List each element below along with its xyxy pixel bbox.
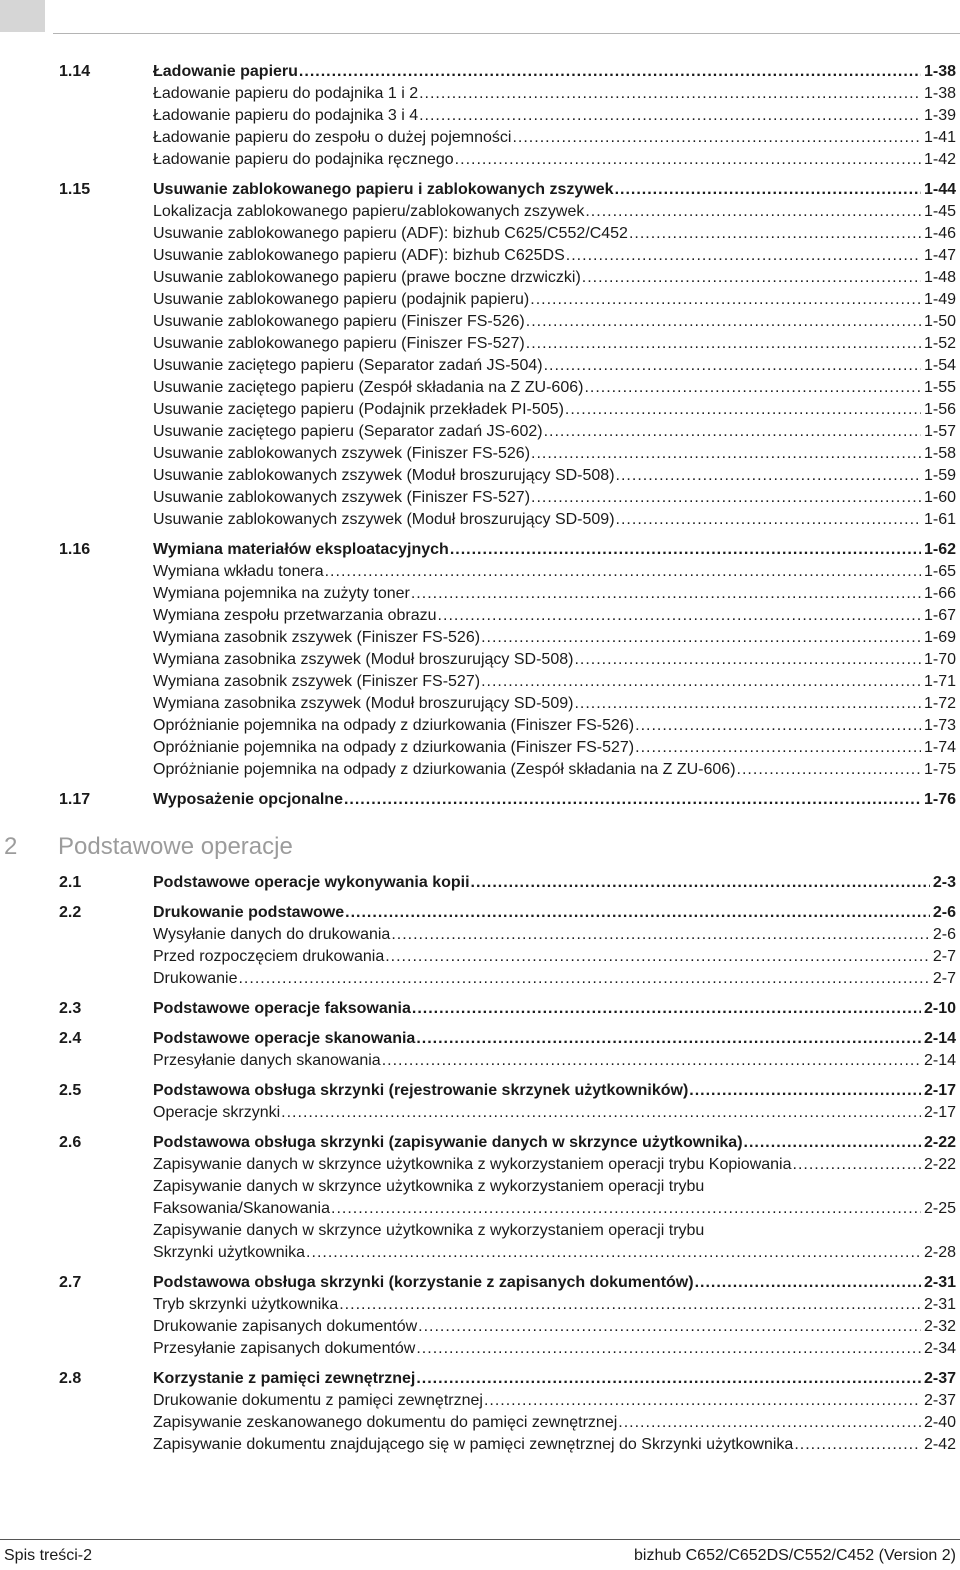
- section-number: 2.7: [59, 1274, 82, 1291]
- entry-page: 1-45: [923, 203, 956, 220]
- entry-title: Zapisywanie zeskanowanego dokumentu do pamięci zewnętrznej: [153, 1414, 618, 1431]
- toc-entry[interactable]: [0, 355, 960, 377]
- dot-leader: [481, 671, 921, 693]
- toc-section-heading[interactable]: [0, 1368, 960, 1390]
- entry-title: Opróżnianie pojemnika na odpady z dziurkowania (Finiszer FS-527): [153, 739, 635, 756]
- section-number: 2.4: [59, 1030, 82, 1047]
- dot-leader: [526, 311, 921, 333]
- toc-entry[interactable]: [0, 487, 960, 509]
- toc-entry[interactable]: [0, 649, 960, 671]
- section-title: Usuwanie zablokowanego papieru i zablokowanych zszywek: [153, 181, 614, 198]
- dot-leader: [471, 872, 930, 894]
- dot-leader: [306, 1242, 921, 1264]
- section-title: Ładowanie papieru: [153, 63, 298, 80]
- toc-section: [0, 1132, 960, 1264]
- toc-entry[interactable]: [0, 561, 960, 583]
- section-title: Podstawowa obsługa skrzynki (korzystanie z zapisanych dokumentów): [153, 1274, 694, 1291]
- entry-title: Usuwanie zaciętego papieru (Separator zadań JS-602): [153, 423, 543, 440]
- entry-page: 1-56: [923, 401, 956, 418]
- entry-title-continued: Faksowania/Skanowania: [153, 1200, 330, 1217]
- section-page: 2-3: [932, 874, 956, 891]
- entry-title: Drukowanie: [153, 970, 238, 987]
- toc-entry[interactable]: [0, 443, 960, 465]
- toc-chapter-1-sections: [0, 61, 960, 811]
- toc-section: [0, 872, 960, 894]
- entry-title: Przesyłanie danych skanowania: [153, 1052, 381, 1069]
- toc-section: [0, 539, 960, 781]
- entry-page: 1-69: [923, 629, 956, 646]
- entry-title: Usuwanie zablokowanego papieru (prawe boczne drzwiczki): [153, 269, 581, 286]
- dot-leader: [299, 61, 921, 83]
- entry-page: 2-32: [923, 1318, 956, 1335]
- entry-title: Wymiana zespołu przetwarzania obrazu: [153, 607, 437, 624]
- toc-entry[interactable]: [0, 1412, 960, 1434]
- toc-entry[interactable]: [0, 968, 960, 990]
- entry-title: Opróżnianie pojemnika na odpady z dziurkowania (Zespół składania na Z ZU-606): [153, 761, 736, 778]
- header-tab: [0, 0, 45, 32]
- dot-leader: [566, 245, 921, 267]
- dot-leader: [484, 1390, 921, 1412]
- entry-title: Zapisywanie danych w skrzynce użytkownika z wykorzystaniem operacji trybu: [153, 1222, 705, 1239]
- dot-leader: [419, 83, 921, 105]
- toc-entry[interactable]: [0, 377, 960, 399]
- dot-leader: [618, 1412, 921, 1434]
- toc-section-heading[interactable]: [0, 872, 960, 894]
- section-number: 2.1: [59, 874, 82, 891]
- section-page: 1-76: [923, 791, 956, 808]
- section-title: Podstawowe operacje wykonywania kopii: [153, 874, 470, 891]
- entry-title-continued: Skrzynki użytkownika: [153, 1244, 306, 1261]
- toc-chapter-2-sections: [0, 872, 960, 1456]
- dot-leader: [615, 179, 921, 201]
- section-title: Wymiana materiałów eksploatacyjnych: [153, 541, 449, 558]
- toc-entry[interactable]: [0, 127, 960, 149]
- entry-title: Wymiana zasobnika zszywek (Moduł broszurujący SD-508): [153, 651, 574, 668]
- dot-leader: [635, 715, 921, 737]
- dot-leader: [531, 443, 921, 465]
- toc-entry[interactable]: [0, 737, 960, 759]
- entry-page: 2-7: [932, 970, 956, 987]
- entry-page: 1-39: [923, 107, 956, 124]
- section-number: 1.17: [59, 791, 91, 808]
- entry-title: Usuwanie zablokowanego papieru (ADF): bizhub C625/C552/C452: [153, 225, 628, 242]
- entry-title: Wymiana pojemnika na zużyty toner: [153, 585, 410, 602]
- dot-leader: [695, 1272, 921, 1294]
- entry-page: 1-48: [923, 269, 956, 286]
- entry-page: 1-41: [923, 129, 956, 146]
- section-title: Korzystanie z pamięci zewnętrznej: [153, 1370, 416, 1387]
- dot-leader: [585, 201, 921, 223]
- entry-title: Usuwanie zablokowanych zszywek (Finiszer FS-527): [153, 489, 531, 506]
- entry-page: 1-65: [923, 563, 956, 580]
- section-title: Podstawowa obsługa skrzynki (zapisywanie danych w skrzynce użytkownika): [153, 1134, 743, 1151]
- dot-leader: [744, 1132, 921, 1154]
- toc-entry[interactable]: [0, 311, 960, 333]
- dot-leader: [416, 1368, 921, 1390]
- entry-title: Zapisywanie danych w skrzynce użytkownika z wykorzystaniem operacji trybu: [153, 1178, 705, 1195]
- dot-leader: [331, 1198, 921, 1220]
- dot-leader: [526, 333, 921, 355]
- toc-entry[interactable]: [0, 1434, 960, 1456]
- dot-leader: [385, 946, 930, 968]
- section-title: Podstawowe operacje skanowania: [153, 1030, 416, 1047]
- entry-page: 1-59: [923, 467, 956, 484]
- toc-entry[interactable]: [0, 267, 960, 289]
- dot-leader: [616, 509, 921, 531]
- entry-page: 1-38: [923, 85, 956, 102]
- entry-title: Operacje skrzynki: [153, 1104, 281, 1121]
- entry-page: 2-34: [923, 1340, 956, 1357]
- toc-section-heading[interactable]: [0, 61, 960, 83]
- entry-page: 1-49: [923, 291, 956, 308]
- toc-entry[interactable]: [0, 509, 960, 531]
- dot-leader: [689, 1080, 921, 1102]
- dot-leader: [793, 1154, 921, 1176]
- entry-page: 2-42: [923, 1436, 956, 1453]
- dot-leader: [616, 465, 921, 487]
- dot-leader: [530, 289, 921, 311]
- entry-page: 1-57: [923, 423, 956, 440]
- entry-title: Wymiana wkładu tonera: [153, 563, 324, 580]
- entry-title: Usuwanie zablokowanych zszywek (Finiszer FS-526): [153, 445, 531, 462]
- entry-page: 1-55: [923, 379, 956, 396]
- section-title: Podstawowa obsługa skrzynki (rejestrowanie skrzynek użytkowników): [153, 1082, 689, 1099]
- dot-leader: [574, 693, 921, 715]
- entry-title: Wysyłanie danych do drukowania: [153, 926, 391, 943]
- section-page: 2-31: [923, 1274, 956, 1291]
- toc-entry[interactable]: [0, 1338, 960, 1360]
- dot-leader: [531, 487, 921, 509]
- entry-page: 1-75: [923, 761, 956, 778]
- toc-entry[interactable]: [0, 1176, 960, 1198]
- entry-page: 2-22: [923, 1156, 956, 1173]
- toc-section-heading[interactable]: [0, 1080, 960, 1102]
- entry-title: Ładowanie papieru do podajnika 1 i 2: [153, 85, 419, 102]
- toc-entry[interactable]: [0, 605, 960, 627]
- dot-leader: [450, 539, 921, 561]
- toc-section: [0, 902, 960, 990]
- entry-title: Tryb skrzynki użytkownika: [153, 1296, 339, 1313]
- toc-entry-continuation[interactable]: [0, 1198, 960, 1220]
- entry-page: 2-31: [923, 1296, 956, 1313]
- toc-entry[interactable]: [0, 671, 960, 693]
- section-number: 2.2: [59, 904, 82, 921]
- entry-page: 2-14: [923, 1052, 956, 1069]
- dot-leader: [629, 223, 921, 245]
- toc-entry[interactable]: [0, 924, 960, 946]
- entry-title: Usuwanie zaciętego papieru (Podajnik przekładek PI-505): [153, 401, 564, 418]
- toc-entry[interactable]: [0, 149, 960, 171]
- dot-leader: [574, 649, 921, 671]
- entry-page: 1-74: [923, 739, 956, 756]
- section-page: 2-6: [932, 904, 956, 921]
- dot-leader: [281, 1102, 921, 1124]
- toc-section-heading[interactable]: [0, 1028, 960, 1050]
- toc-section: [0, 1080, 960, 1124]
- toc-section-heading[interactable]: [0, 789, 960, 811]
- toc-section-heading[interactable]: [0, 1132, 960, 1154]
- section-page: 2-37: [923, 1370, 956, 1387]
- entry-title: Usuwanie zablokowanych zszywek (Moduł broszurujący SD-508): [153, 467, 615, 484]
- entry-title: Usuwanie zaciętego papieru (Separator zadań JS-504): [153, 357, 543, 374]
- section-number: 1.16: [59, 541, 91, 558]
- section-title: Podstawowe operacje faksowania: [153, 1000, 411, 1017]
- entry-title: Drukowanie zapisanych dokumentów: [153, 1318, 418, 1335]
- section-number: 2.6: [59, 1134, 82, 1151]
- entry-page: 1-50: [923, 313, 956, 330]
- header-rule: [53, 33, 960, 34]
- entry-title: Ładowanie papieru do podajnika ręcznego: [153, 151, 454, 168]
- entry-page: 1-42: [923, 151, 956, 168]
- dot-leader: [584, 377, 921, 399]
- entry-title: Drukowanie dokumentu z pamięci zewnętrznej: [153, 1392, 483, 1409]
- entry-page: 2-28: [923, 1244, 956, 1261]
- dot-leader: [481, 627, 921, 649]
- entry-page: 2-7: [932, 948, 956, 965]
- section-page: 2-17: [923, 1082, 956, 1099]
- dot-leader: [382, 1050, 921, 1072]
- dot-leader: [512, 127, 921, 149]
- entry-page: 1-47: [923, 247, 956, 264]
- toc-entry[interactable]: [0, 946, 960, 968]
- entry-title: Zapisywanie dokumentu znajdującego się w pamięci zewnętrznej do Skrzynki użytkownika: [153, 1436, 794, 1453]
- entry-title: Opróżnianie pojemnika na odpady z dziurkowania (Finiszer FS-526): [153, 717, 635, 734]
- toc-entry[interactable]: [0, 1294, 960, 1316]
- toc-entry[interactable]: [0, 1220, 960, 1242]
- section-number: 2.3: [59, 1000, 82, 1017]
- toc-entry[interactable]: [0, 289, 960, 311]
- entry-title: Usuwanie zablokowanego papieru (Finiszer FS-527): [153, 335, 525, 352]
- entry-title: Wymiana zasobnik zszywek (Finiszer FS-527): [153, 673, 481, 690]
- section-number: 2.5: [59, 1082, 82, 1099]
- dot-leader: [455, 149, 921, 171]
- toc-entry[interactable]: [0, 83, 960, 105]
- entry-title: Usuwanie zablokowanego papieru (Finiszer FS-526): [153, 313, 525, 330]
- chapter-number: 2: [4, 833, 18, 860]
- entry-page: 2-17: [923, 1104, 956, 1121]
- dot-leader: [544, 421, 921, 443]
- entry-title: Zapisywanie danych w skrzynce użytkownika z wykorzystaniem operacji trybu Kopiowania: [153, 1156, 792, 1173]
- dot-leader: [582, 267, 921, 289]
- entry-page: 1-52: [923, 335, 956, 352]
- dot-leader: [412, 998, 921, 1020]
- entry-page: 1-67: [923, 607, 956, 624]
- footer-page-label: Spis treści-2: [4, 1547, 93, 1564]
- entry-title: Usuwanie zablokowanego papieru (ADF): bizhub C625DS: [153, 247, 565, 264]
- entry-title: Ładowanie papieru do zespołu o dużej pojemności: [153, 129, 512, 146]
- toc-entry[interactable]: [0, 1154, 960, 1176]
- entry-title: Usuwanie zablokowanego papieru (podajnik papieru): [153, 291, 530, 308]
- toc-section: [0, 1028, 960, 1072]
- entry-page: 2-25: [923, 1200, 956, 1217]
- toc-section: [0, 998, 960, 1020]
- toc-section: [0, 1272, 960, 1360]
- toc-entry[interactable]: [0, 759, 960, 781]
- toc-section-heading[interactable]: [0, 998, 960, 1020]
- toc-section: [0, 61, 960, 171]
- entry-title: Usuwanie zablokowanych zszywek (Moduł broszurujący SD-509): [153, 511, 615, 528]
- dot-leader: [416, 1338, 921, 1360]
- footer-product-label: bizhub C652/C652DS/C552/C452 (Version 2): [634, 1547, 956, 1564]
- toc-entry[interactable]: [0, 421, 960, 443]
- section-page: 2-14: [923, 1030, 956, 1047]
- entry-page: 1-66: [923, 585, 956, 602]
- entry-title: Ładowanie papieru do podajnika 3 i 4: [153, 107, 419, 124]
- dot-leader: [325, 561, 921, 583]
- toc-section: [0, 179, 960, 531]
- dot-leader: [344, 789, 921, 811]
- chapter-title: Podstawowe operacje: [58, 833, 293, 860]
- toc-entry-continuation[interactable]: [0, 1242, 960, 1264]
- entry-page: 2-40: [923, 1414, 956, 1431]
- dot-leader: [416, 1028, 921, 1050]
- entry-page: 2-6: [932, 926, 956, 943]
- dot-leader: [411, 583, 921, 605]
- toc-entry[interactable]: [0, 245, 960, 267]
- dot-leader: [419, 105, 921, 127]
- entry-title: Przed rozpoczęciem drukowania: [153, 948, 385, 965]
- toc-entry[interactable]: [0, 333, 960, 355]
- section-title: Drukowanie podstawowe: [153, 904, 345, 921]
- toc-entry[interactable]: [0, 1316, 960, 1338]
- entry-page: 1-70: [923, 651, 956, 668]
- entry-title: Lokalizacja zablokowanego papieru/zablokowanych zszywek: [153, 203, 585, 220]
- toc-entry[interactable]: [0, 1390, 960, 1412]
- toc-entry[interactable]: [0, 223, 960, 245]
- toc-section: [0, 1368, 960, 1456]
- toc-entry[interactable]: [0, 399, 960, 421]
- toc-entry[interactable]: [0, 1050, 960, 1072]
- section-title: Wyposażenie opcjonalne: [153, 791, 343, 808]
- toc-section: [0, 789, 960, 811]
- dot-leader: [544, 355, 921, 377]
- toc-entry[interactable]: [0, 465, 960, 487]
- section-number: 2.8: [59, 1370, 82, 1387]
- section-page: 1-38: [923, 63, 956, 80]
- section-page: 2-22: [923, 1134, 956, 1151]
- entry-page: 1-54: [923, 357, 956, 374]
- dot-leader: [391, 924, 930, 946]
- dot-leader: [238, 968, 929, 990]
- section-page: 2-10: [923, 1000, 956, 1017]
- section-page: 1-44: [923, 181, 956, 198]
- dot-leader: [339, 1294, 921, 1316]
- toc-entry[interactable]: [0, 627, 960, 649]
- toc-entry[interactable]: [0, 201, 960, 223]
- dot-leader: [438, 605, 921, 627]
- dot-leader: [737, 759, 921, 781]
- entry-title: Przesyłanie zapisanych dokumentów: [153, 1340, 416, 1357]
- dot-leader: [565, 399, 921, 421]
- toc-entry[interactable]: [0, 715, 960, 737]
- toc-section-heading[interactable]: [0, 179, 960, 201]
- entry-title: Wymiana zasobnik zszywek (Finiszer FS-526): [153, 629, 481, 646]
- entry-page: 1-72: [923, 695, 956, 712]
- dot-leader: [418, 1316, 921, 1338]
- toc-section-heading[interactable]: [0, 539, 960, 561]
- dot-leader: [794, 1434, 921, 1456]
- entry-page: 1-58: [923, 445, 956, 462]
- entry-page: 1-71: [923, 673, 956, 690]
- entry-page: 2-37: [923, 1392, 956, 1409]
- section-page: 1-62: [923, 541, 956, 558]
- entry-page: 1-61: [923, 511, 956, 528]
- toc-section-heading[interactable]: [0, 902, 960, 924]
- entry-title: Wymiana zasobnika zszywek (Moduł broszurujący SD-509): [153, 695, 574, 712]
- toc-section-heading[interactable]: [0, 1272, 960, 1294]
- footer-rule: [0, 1539, 960, 1540]
- dot-leader: [345, 902, 930, 924]
- toc-entry[interactable]: [0, 693, 960, 715]
- entry-page: 1-60: [923, 489, 956, 506]
- section-number: 1.15: [59, 181, 91, 198]
- entry-page: 1-46: [923, 225, 956, 242]
- section-number: 1.14: [59, 63, 91, 80]
- toc-entry[interactable]: [0, 1102, 960, 1124]
- toc-entry[interactable]: [0, 105, 960, 127]
- dot-leader: [635, 737, 921, 759]
- entry-page: 1-73: [923, 717, 956, 734]
- entry-title: Usuwanie zaciętego papieru (Zespół składania na Z ZU-606): [153, 379, 584, 396]
- toc-entry[interactable]: [0, 583, 960, 605]
